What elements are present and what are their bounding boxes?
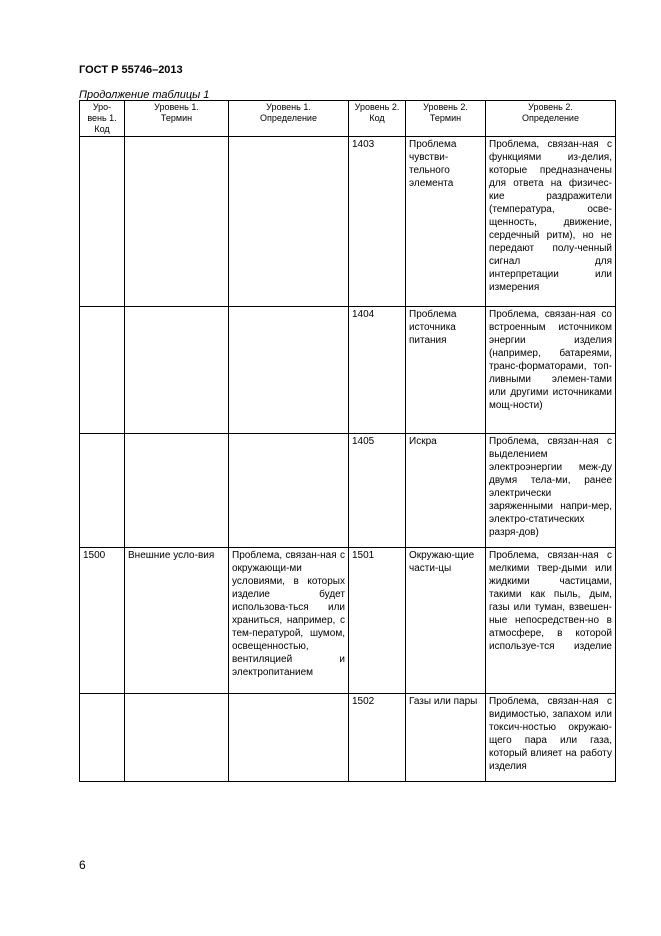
cell-l1-def <box>229 434 349 548</box>
cell-l2-code: 1501 <box>349 548 406 694</box>
cell-l2-code: 1405 <box>349 434 406 548</box>
page-number: 6 <box>79 858 86 872</box>
classification-table <box>79 100 616 782</box>
col-header-l1-term: Уровень 1. Термин <box>125 101 229 137</box>
cell-l2-def: Проблема, связан-ная со встроенным источником энергии изделия (например, батареями, транс-форматорами, топ-ливными элемен-тами или другими источниками мощ-ности) <box>486 307 616 434</box>
cell-l1-term <box>125 307 229 434</box>
cell-l1-def: Проблема, связан-ная с окружающи-ми условиями, в которых изделие будет использова-ться или храниться, например, с тем-пературой, шумом, освещенностью, вентиляцией и электропитанием <box>229 548 349 694</box>
cell-l1-def <box>229 694 349 782</box>
col-header-l1-code: Уро- вень 1. Код <box>80 101 125 137</box>
table-row <box>80 694 616 782</box>
cell-l2-def: Проблема, связан-ная с мелкими твер-дыми или жидкими частицами, такими как пыль, дым, газы или туман, взвешен-ные непосредствен-но в атмосфере, в которой используе-тся изделие <box>486 548 616 694</box>
table-continuation-label: Продолжение таблицы 1 <box>79 89 210 101</box>
table-row <box>80 307 616 434</box>
col-header-l2-code: Уровень 2. Код <box>349 101 406 137</box>
cell-l1-def <box>229 137 349 307</box>
cell-l2-code: 1403 <box>349 137 406 307</box>
document-standard-code: ГОСТ Р 55746–2013 <box>79 64 183 76</box>
cell-l1-code <box>80 307 125 434</box>
cell-l2-term: Газы или пары <box>406 694 486 782</box>
cell-l1-code <box>80 694 125 782</box>
cell-l1-term <box>125 434 229 548</box>
cell-l1-code <box>80 434 125 548</box>
cell-l2-def: Проблема, связан-ная с выделением электроэнергии меж-ду двумя тела-ми, ранее электрически заряженными напри-мер, электро-статических разря-дов) <box>486 434 616 548</box>
cell-l2-term: Проблема источника питания <box>406 307 486 434</box>
col-header-l2-term: Уровень 2. Термин <box>406 101 486 137</box>
col-header-l1-def: Уровень 1. Определение <box>229 101 349 137</box>
cell-l2-code: 1404 <box>349 307 406 434</box>
cell-l1-def <box>229 307 349 434</box>
cell-l1-term <box>125 694 229 782</box>
cell-l1-code: 1500 <box>80 548 125 694</box>
cell-l1-term: Внешние усло-вия <box>125 548 229 694</box>
cell-l2-term: Искра <box>406 434 486 548</box>
table-header-row <box>80 101 616 137</box>
table-row <box>80 137 616 307</box>
table-row <box>80 434 616 548</box>
cell-l2-code: 1502 <box>349 694 406 782</box>
table-row <box>80 548 616 694</box>
cell-l1-code <box>80 137 125 307</box>
cell-l1-term <box>125 137 229 307</box>
cell-l2-def: Проблема, связан-ная с функциями из-делия, которые предназначены для ответа на физичес-кие раздражители (температура, осве-щенность, движение, сердечный ритм), но не передают полу-ченный сигнал для интерпретации или измерения <box>486 137 616 307</box>
cell-l2-def: Проблема, связан-ная с видимостью, запахом или токсич-ностью окружаю-щего пара или газа, который влияет на работу изделия <box>486 694 616 782</box>
col-header-l2-def: Уровень 2. Определение <box>486 101 616 137</box>
cell-l2-term: Окружаю-щие части-цы <box>406 548 486 694</box>
cell-l2-term: Проблема чувстви-тельного элемента <box>406 137 486 307</box>
